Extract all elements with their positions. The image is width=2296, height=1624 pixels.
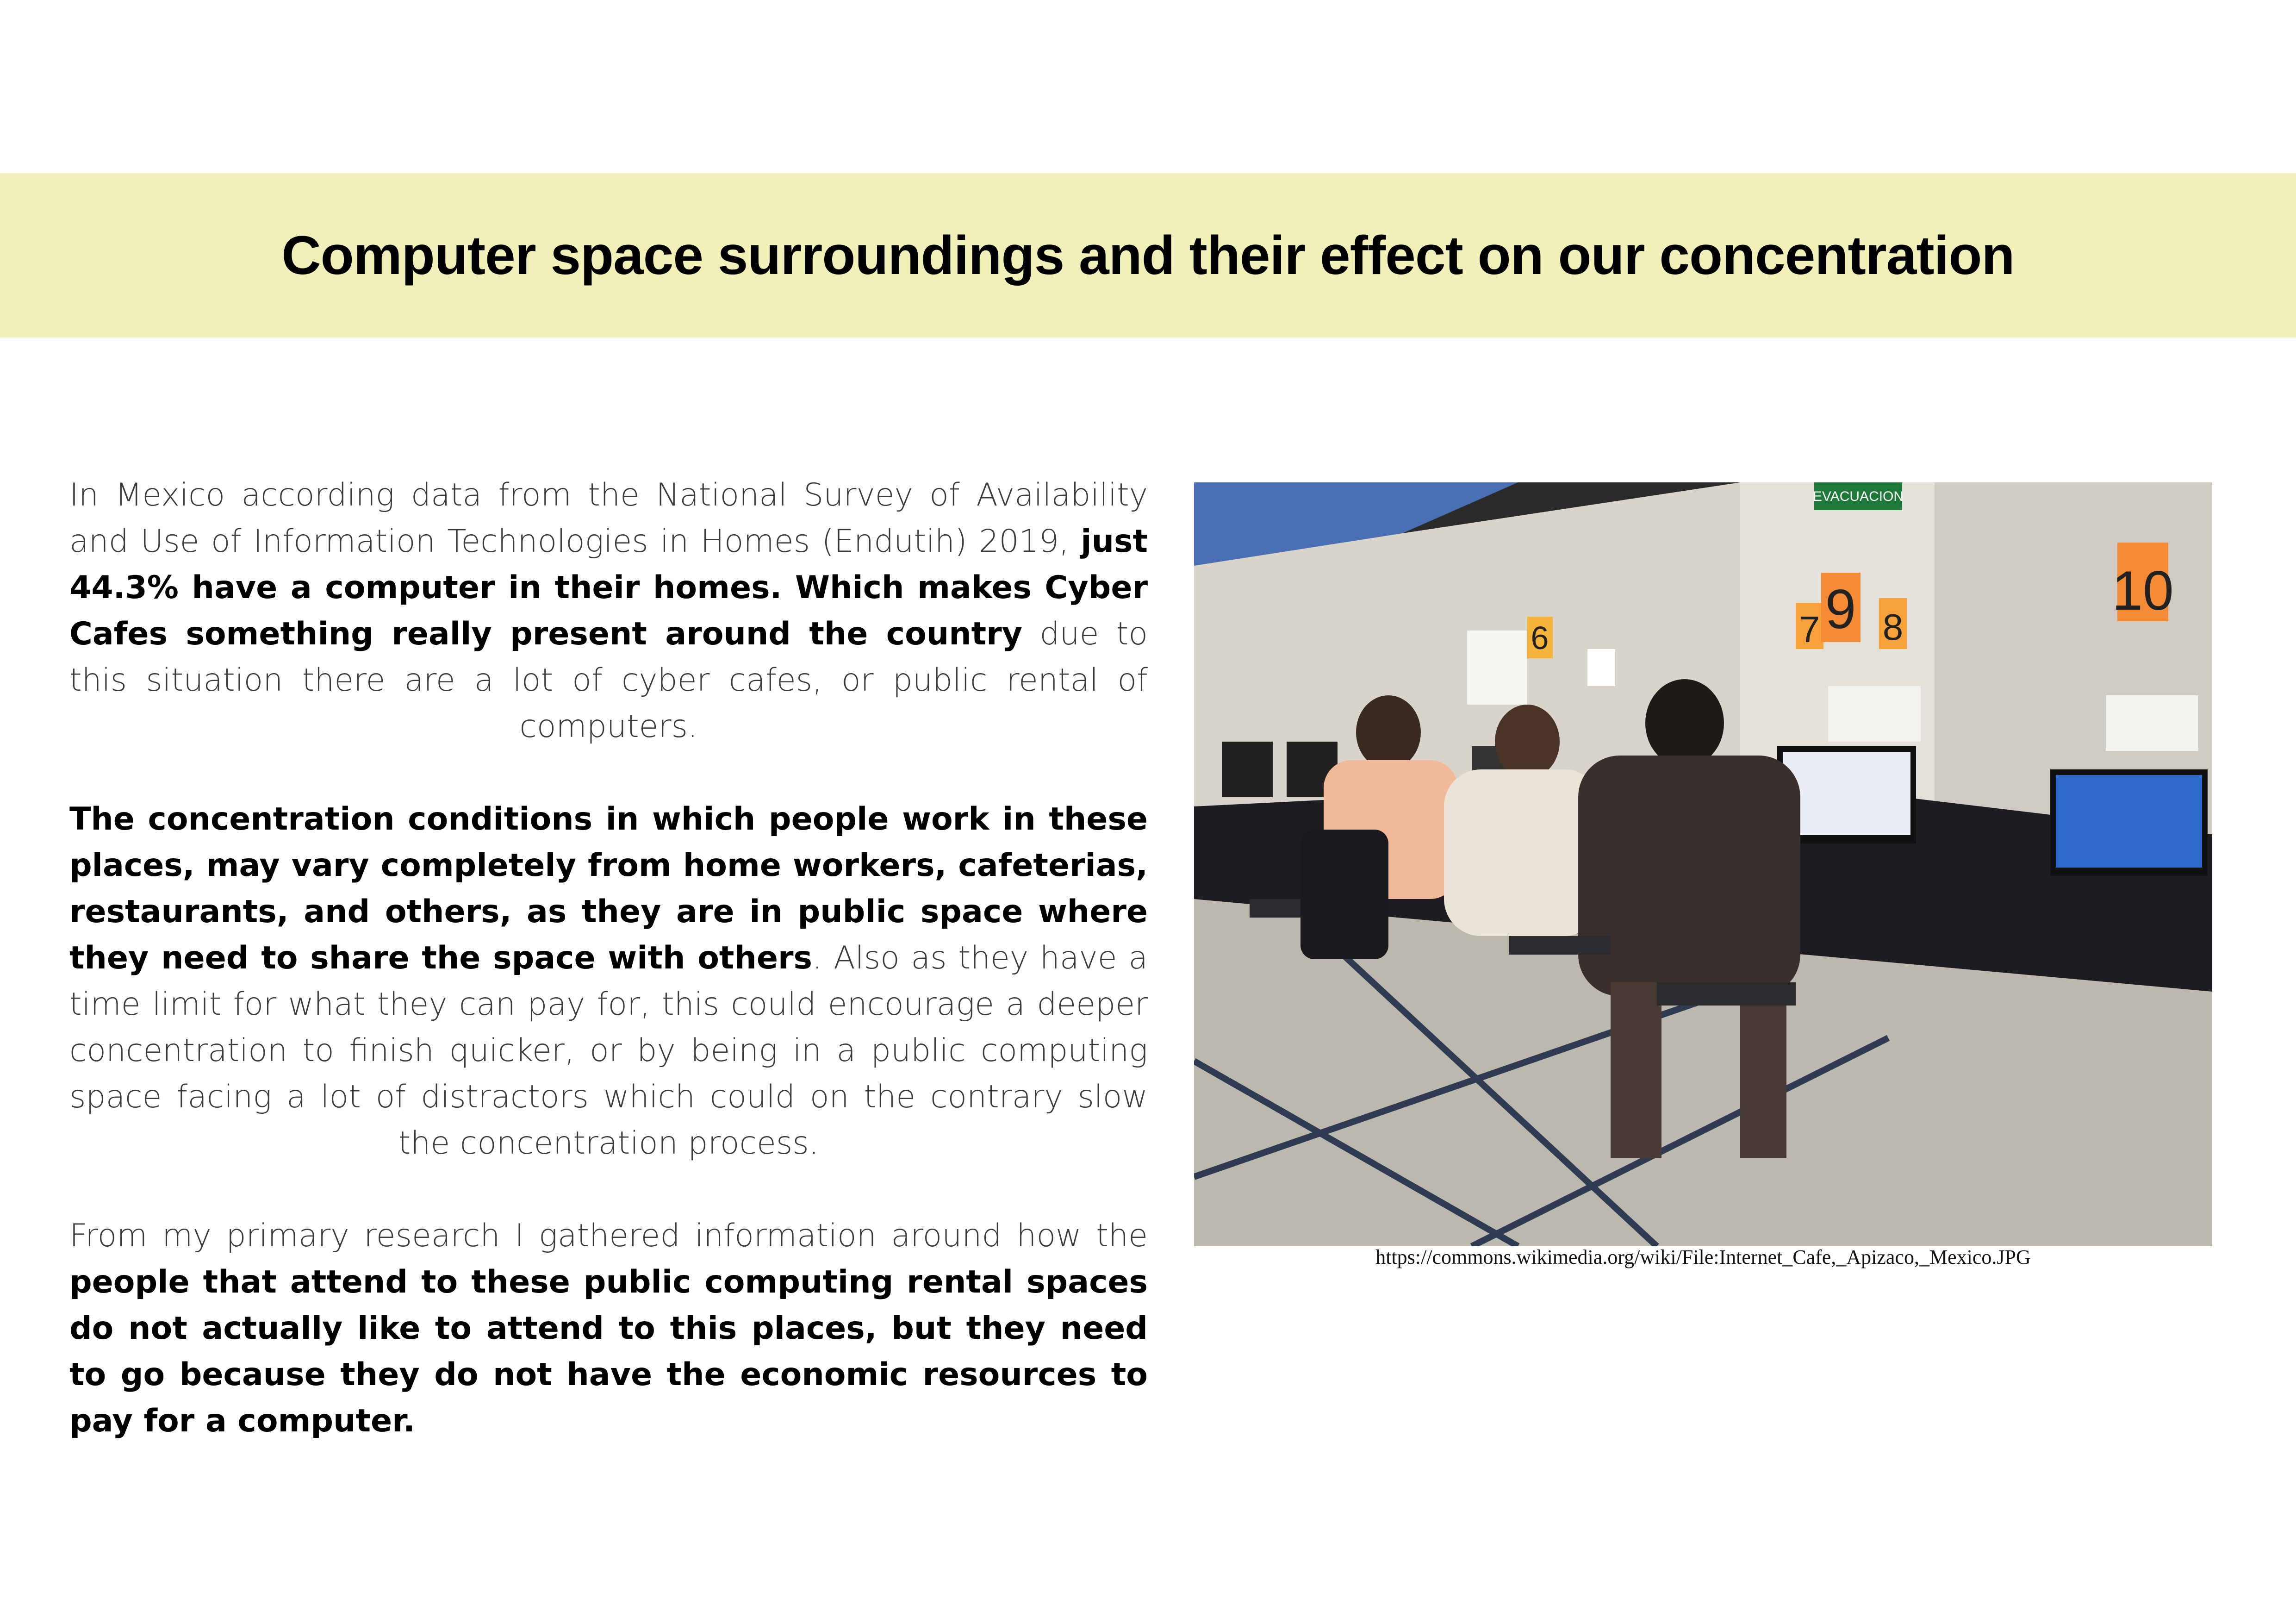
paragraph-2: [69, 796, 1148, 1167]
paragraph-1-text: In Mexico according data from the National Survey of Availability and Use of Information Technologies in Homes (Endutih) 2019,: [69, 477, 1148, 560]
photo-caption: https://commons.wikimedia.org/wiki/File:Internet_Cafe,_Apizaco,_Mexico.JPG: [1375, 1246, 2031, 1268]
sign-6: 6: [1531, 620, 1549, 656]
sign-9: 9: [1825, 578, 1856, 640]
title-banner: [0, 173, 2296, 337]
sign-10: 10: [2112, 560, 2174, 622]
page-title: Computer space surroundings and their effect on our concentration: [281, 225, 2015, 286]
paragraph-3-emphasis: people that attend to these public computing rental spaces do not actually like to attend to this places, but they need to go because they do not have the economic resources to pay for a computer.: [69, 1264, 1148, 1439]
body-text: [69, 472, 1148, 1491]
paragraph-1-text-end: due to this situation there are a lot of cyber cafes, or public rental of computers.: [69, 616, 1148, 745]
paragraph-2-text: . Also as they have a time limit for what they can pay for, this could encourage a deeper concentration to finish quicker, or by being in a public computing space facing a lot of distractors which could on the contrary slow the concentration process.: [69, 940, 1148, 1162]
paragraph-2-emphasis: The concentration conditions in which people work in these places, may vary completely from home workers, cafeterias, restaurants, and others, as they are in public space where they need to share the space with others: [69, 801, 1148, 976]
sign-7: 7: [1799, 609, 1820, 650]
paragraph-3-text: From my primary research I gathered information around how the: [69, 1218, 1148, 1254]
paragraph-1-emphasis: just 44.3% have a computer in their homes. Which makes Cyber Cafes something really present around the country: [69, 523, 1148, 652]
evacuation-sign: EVACUACION: [1812, 489, 1904, 504]
sign-8: 8: [1882, 606, 1904, 648]
internet-cafe-photo: [1194, 482, 2212, 1246]
paragraph-1: [69, 472, 1148, 750]
paragraph-3: [69, 1213, 1148, 1444]
